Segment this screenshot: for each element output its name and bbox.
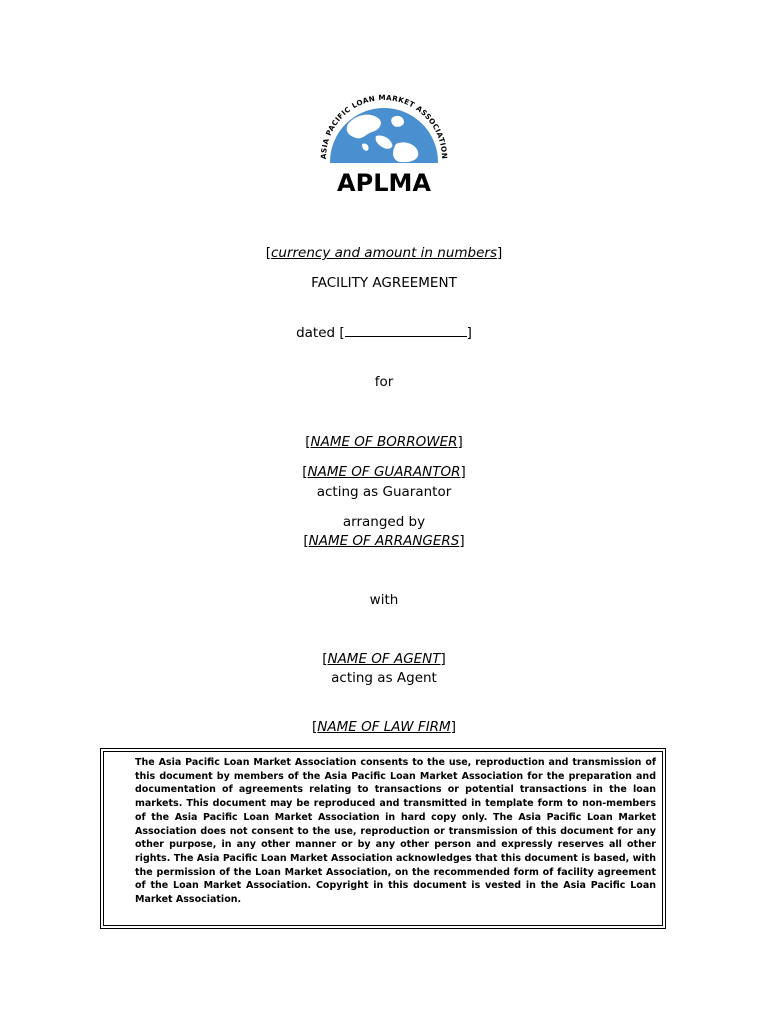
bracket-close: ] bbox=[457, 434, 463, 450]
bracket-open: [ bbox=[302, 464, 308, 480]
bracket-open: [ bbox=[312, 719, 318, 735]
guarantor-placeholder: NAME OF GUARANTOR bbox=[307, 464, 461, 480]
bracket-open: [ bbox=[305, 434, 311, 450]
globe-icon bbox=[300, 84, 468, 200]
amount-placeholder: currency and amount in numbers bbox=[270, 245, 498, 261]
borrower-placeholder: NAME OF BORROWER bbox=[310, 434, 458, 450]
copyright-notice-inner bbox=[103, 751, 663, 926]
for-label: for bbox=[374, 374, 394, 390]
dated-line bbox=[0, 324, 768, 342]
amount-line bbox=[0, 244, 768, 262]
arrangers-placeholder: NAME OF ARRANGERS bbox=[308, 533, 460, 549]
logo-ring-text: ASIA PACIFIC LOAN MARKET ASSOCIATION bbox=[318, 92, 450, 160]
logo-acronym: APLMA bbox=[337, 169, 431, 197]
bracket-close: ] bbox=[459, 533, 465, 549]
bracket-close: ] bbox=[450, 719, 456, 735]
arrangers-line bbox=[0, 532, 768, 550]
dated-close: ] bbox=[466, 325, 472, 341]
bracket-open: [ bbox=[303, 533, 309, 549]
guarantor-line bbox=[0, 463, 768, 481]
bracket-close: ] bbox=[440, 651, 446, 667]
dated-label: dated [ bbox=[296, 325, 345, 341]
agent-role: acting as Agent bbox=[331, 670, 437, 686]
law-firm-placeholder: NAME OF LAW FIRM bbox=[317, 719, 451, 735]
with-label: with bbox=[369, 592, 399, 608]
bracket-open: [ bbox=[265, 245, 271, 261]
guarantor-role: acting as Guarantor bbox=[316, 484, 452, 500]
aplma-logo bbox=[300, 84, 468, 200]
copyright-notice-box bbox=[100, 748, 666, 929]
bracket-close: ] bbox=[497, 245, 503, 261]
law-firm-line bbox=[0, 718, 768, 736]
borrower-line bbox=[0, 433, 768, 451]
bracket-open: [ bbox=[322, 651, 328, 667]
agent-line bbox=[0, 650, 768, 668]
agent-placeholder: NAME OF AGENT bbox=[327, 651, 441, 667]
document-title: FACILITY AGREEMENT bbox=[311, 275, 457, 291]
copyright-notice-text: The Asia Pacific Loan Market Association consents to the use, reproduction and transmission of this document by members of the Asia Pacific Loan Market Association for the preparation and documentation of agreements relating to transactions or potential transactions in the loan markets. This document may be reproduced and transmitted in template form to non-members of the Asia Pacific Loan Market Association in hard copy only. The Asia Pacific Loan Market Association does not consent to the use, reproduction or transmission of this document for any other purpose, in any other manner or by any other person and expressly reserves all other rights. The Asia Pacific Loan Market Association acknowledges that this document is based, with the permission of the Loan Market Association, on the recommended form of facility agreement of the Loan Market Association. Copyright in this document is vested in the Asia Pacific Loan Market Association. bbox=[135, 757, 656, 906]
arranged-label: arranged by bbox=[342, 514, 426, 530]
bracket-close: ] bbox=[460, 464, 466, 480]
date-blank bbox=[345, 324, 467, 337]
